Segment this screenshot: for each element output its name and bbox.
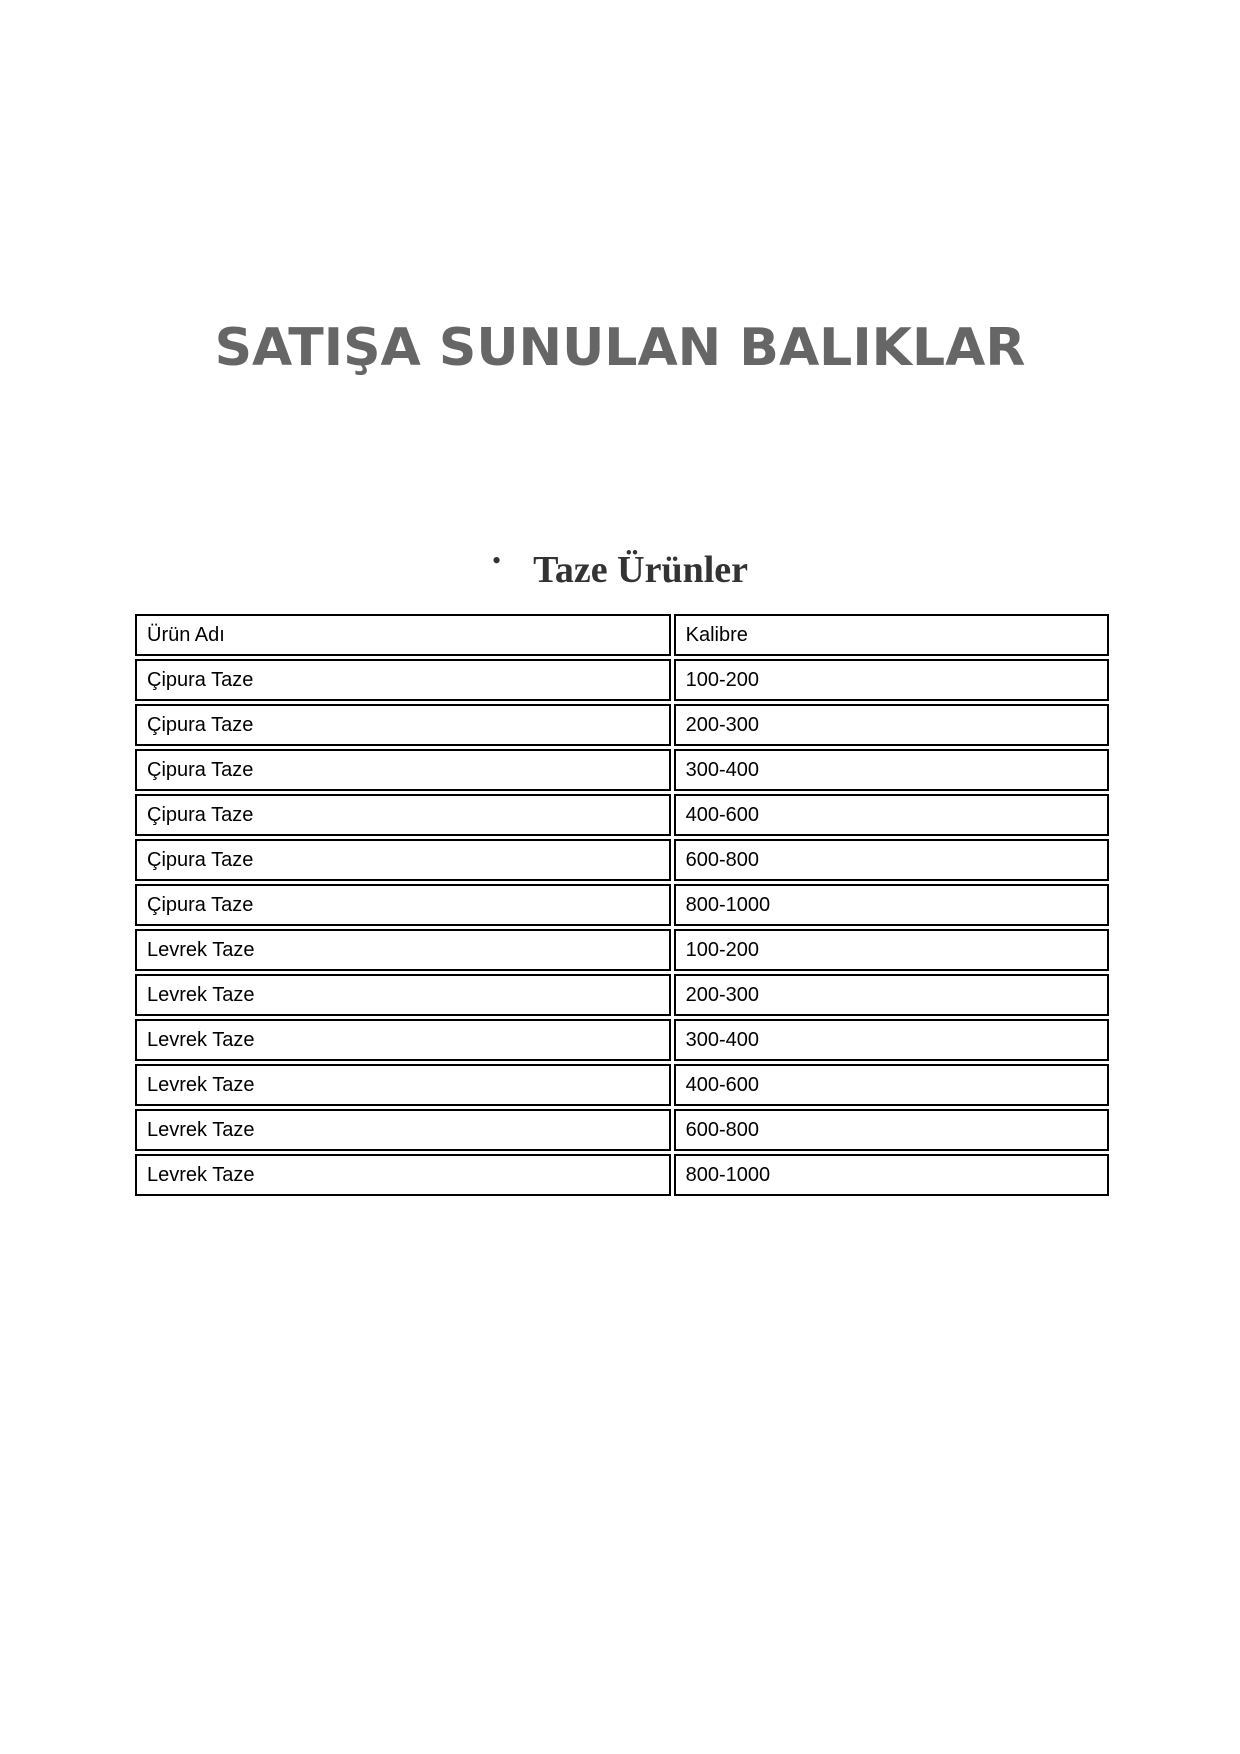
cell-caliber: 400-600 [674, 794, 1109, 836]
cell-product-name: Levrek Taze [135, 1109, 671, 1151]
cell-caliber: 800-1000 [674, 1154, 1109, 1196]
cell-caliber: 600-800 [674, 839, 1109, 881]
cell-product-name: Çipura Taze [135, 839, 671, 881]
table-row [135, 839, 1109, 881]
table-header-row [135, 614, 1109, 656]
cell-caliber: 600-800 [674, 1109, 1109, 1151]
cell-product-name: Levrek Taze [135, 1064, 671, 1106]
table-row [135, 1109, 1109, 1151]
table-row [135, 749, 1109, 791]
cell-caliber: 800-1000 [674, 884, 1109, 926]
cell-product-name: Levrek Taze [135, 1019, 671, 1061]
cell-caliber: 100-200 [674, 929, 1109, 971]
table-body [135, 614, 1109, 1196]
table-row [135, 704, 1109, 746]
header-cell-product-name: Ürün Adı [135, 614, 671, 656]
cell-product-name: Levrek Taze [135, 1154, 671, 1196]
section-heading [0, 548, 1240, 592]
bullet-icon: • [491, 546, 502, 575]
table-row [135, 1154, 1109, 1196]
cell-product-name: Çipura Taze [135, 659, 671, 701]
page-title: SATIŞA SUNULAN BALIKLAR [214, 318, 1026, 378]
table-row [135, 1019, 1109, 1061]
cell-product-name: Levrek Taze [135, 929, 671, 971]
section-heading-text: Taze Ürünler [533, 549, 749, 591]
cell-product-name: Çipura Taze [135, 884, 671, 926]
table-row [135, 884, 1109, 926]
product-table [132, 611, 1112, 1199]
cell-product-name: Levrek Taze [135, 974, 671, 1016]
cell-caliber: 200-300 [674, 974, 1109, 1016]
cell-caliber: 400-600 [674, 1064, 1109, 1106]
table-row [135, 974, 1109, 1016]
table-row [135, 794, 1109, 836]
table-row [135, 929, 1109, 971]
cell-product-name: Çipura Taze [135, 749, 671, 791]
table-row [135, 1064, 1109, 1106]
cell-product-name: Çipura Taze [135, 704, 671, 746]
cell-product-name: Çipura Taze [135, 794, 671, 836]
cell-caliber: 100-200 [674, 659, 1109, 701]
cell-caliber: 300-400 [674, 749, 1109, 791]
cell-caliber: 200-300 [674, 704, 1109, 746]
cell-caliber: 300-400 [674, 1019, 1109, 1061]
header-cell-caliber: Kalibre [674, 614, 1109, 656]
table-row [135, 659, 1109, 701]
